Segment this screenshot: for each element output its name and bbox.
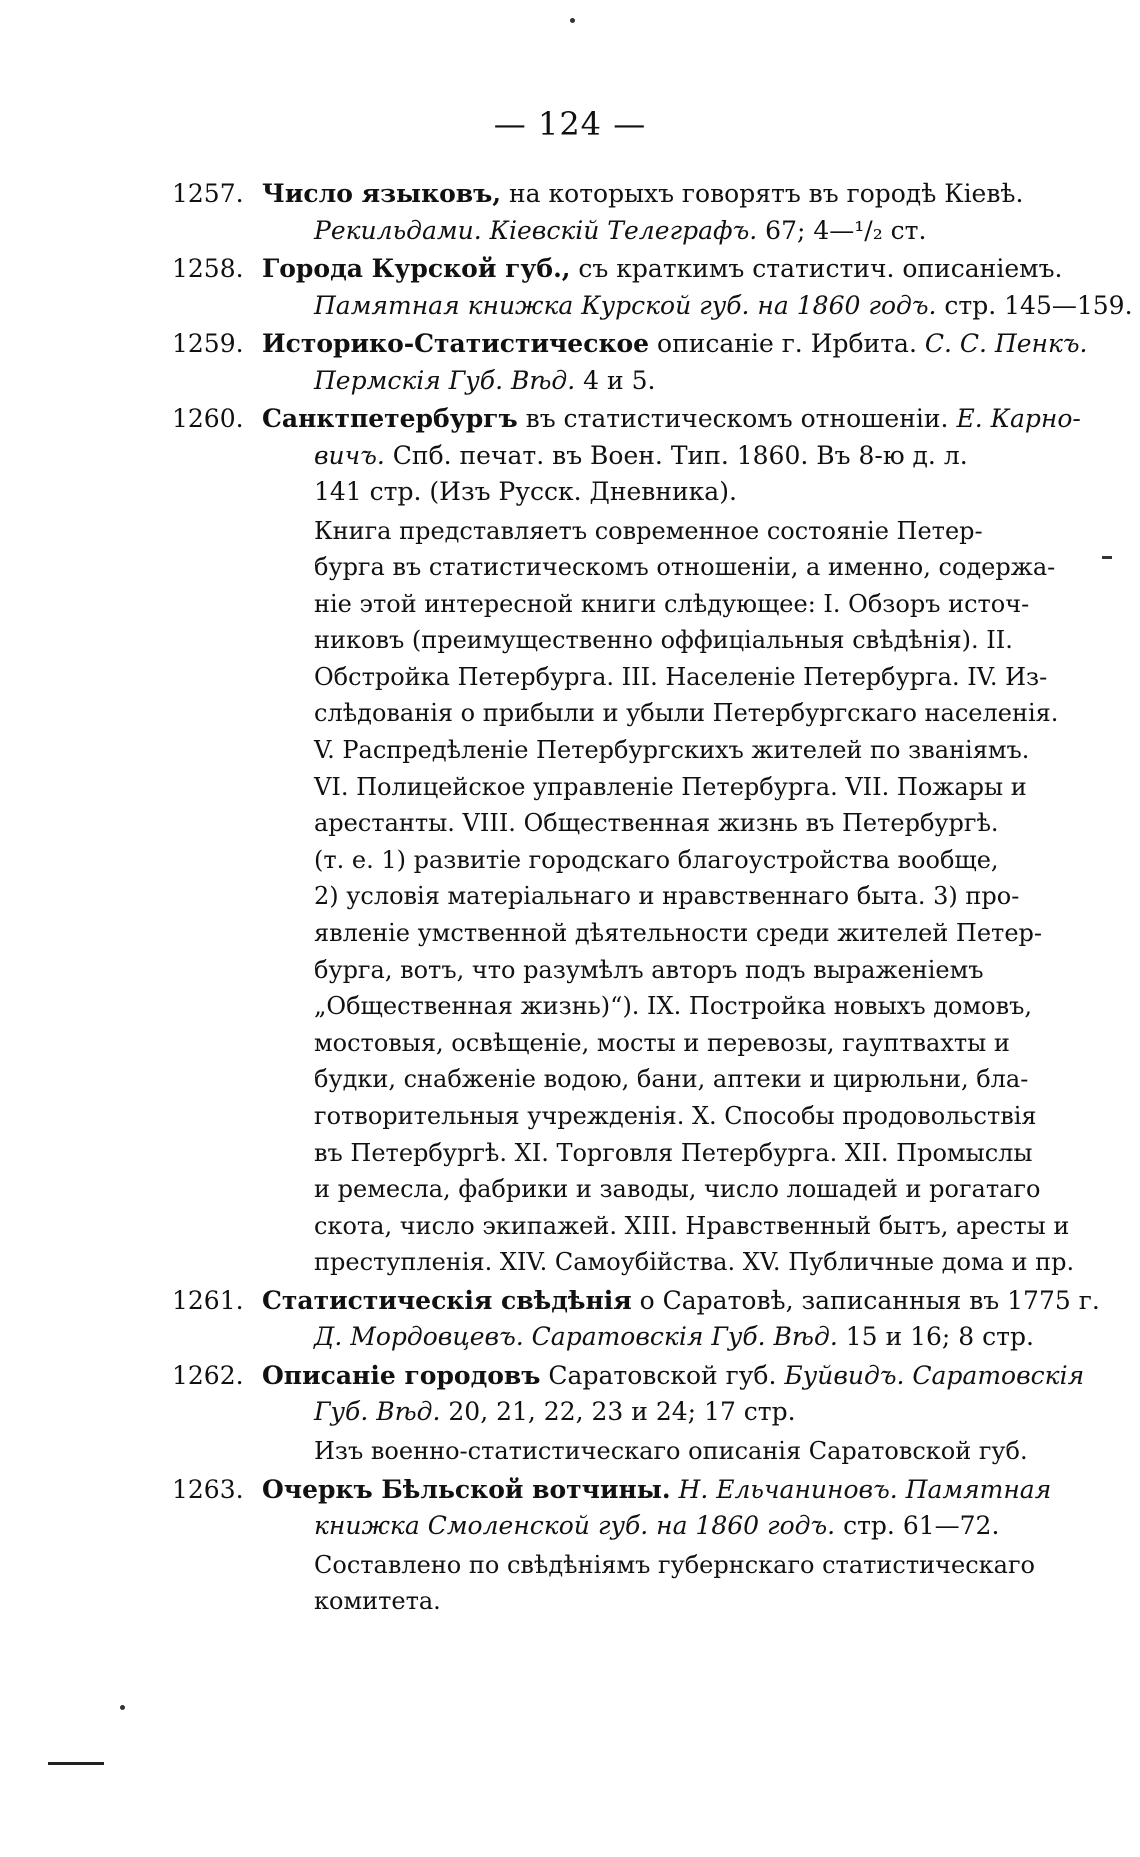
- entry-author: Е. Карно-: [948, 404, 1081, 433]
- note-line: 2) условія матеріальнаго и нравственнаго быта. 3) про-: [314, 882, 1020, 911]
- entry-text: Спб. печат. въ Воен. Тип. 1860. Въ 8-ю д. л.: [384, 440, 968, 470]
- entry-line: [262, 401, 1081, 438]
- entry-source: книжка Смоленской губ. на 1860 годъ.: [314, 1511, 836, 1541]
- entry-text: на которыхъ говорятъ въ городѣ Кіевѣ.: [501, 179, 1024, 208]
- note-line: Изъ военно-статистическаго описанія Саратовской губ.: [314, 1436, 1028, 1465]
- entry-number: 1258.: [172, 254, 244, 283]
- speck-mark: [1102, 556, 1112, 559]
- note-line: комитета.: [314, 1587, 441, 1616]
- entry-source: Рекильдами. Кіевскій Телеграфъ.: [314, 215, 758, 245]
- entry-text: стр. 61—72.: [835, 1511, 1000, 1541]
- entry-number: 1261.: [172, 1285, 244, 1315]
- entry-title: Статистическія свѣдѣнія: [262, 1285, 632, 1315]
- entry-text: съ краткимъ статистич. описаніемъ.: [570, 254, 1063, 283]
- page-number: — 124 —: [493, 105, 647, 143]
- note-line: (т. е. 1) развитіе городскаго благоустройства вообще,: [314, 845, 999, 874]
- note-line: скота, число экипажей. XIII. Нравственный бытъ, аресты и: [314, 1211, 1070, 1240]
- entry-line: [262, 1283, 1100, 1320]
- bibliography-entry: [172, 1283, 1100, 1356]
- entry-note: [262, 513, 1075, 1281]
- bibliography-entry: [172, 1358, 1085, 1470]
- entry-line: [262, 288, 1133, 325]
- note-line: никовъ (преимущественно оффиціальныя свѣдѣнія). II.: [314, 626, 1013, 655]
- note-line: бурга въ статистическомъ отношеніи, а именно, содержа-: [314, 553, 1056, 582]
- entry-source: Д. Мордовцевъ. Саратовскія Губ. Вѣд.: [314, 1322, 838, 1352]
- note-line: преступленія. XIV. Самоубійства. XV. Публичные дома и пр.: [314, 1248, 1075, 1277]
- note-line: Обстройка Петербурга. III. Населеніе Петербурга. IV. Из-: [314, 662, 1048, 691]
- note-line: въ Петербургѣ. XI. Торговля Петербурга. XII. Промыслы: [314, 1138, 1033, 1167]
- bibliography-entry: [172, 401, 1081, 1281]
- entry-line: [262, 1472, 1072, 1509]
- entry-title: Описаніе городовъ: [262, 1360, 541, 1390]
- entry-line: [262, 1358, 1085, 1395]
- note-line: слѣдованія о прибыли и убыли Петербургскаго населенія.: [314, 699, 1059, 728]
- entry-text: 67; 4—¹/₂ ст.: [757, 215, 927, 245]
- note-line: мостовыя, освѣщеніе, мосты и перевозы, гауптвахты и: [314, 1028, 1010, 1057]
- entry-title: Очеркъ Бѣльской вотчины.: [262, 1474, 671, 1504]
- entry-title: Историко-Статистическое: [262, 329, 650, 358]
- note-line: Книга представляетъ современное состояніе Петер-: [314, 516, 983, 545]
- entry-text: 20, 21, 22, 23 и 24; 17 стр.: [440, 1397, 796, 1427]
- entry-number: 1262.: [172, 1360, 244, 1390]
- entry-source: Губ. Вѣд.: [314, 1397, 441, 1427]
- margin-dash: [48, 1762, 104, 1765]
- entry-note: [262, 1547, 1072, 1620]
- entry-number: 1263.: [172, 1474, 244, 1504]
- note-line: V. Распредѣленіе Петербургскихъ жителей по званіямъ.: [314, 736, 1030, 765]
- entry-line: [262, 474, 1072, 511]
- entry-line: [262, 438, 1072, 475]
- entry-source: Пермскія Губ. Вѣд.: [314, 365, 576, 395]
- bibliography-entry: [172, 326, 1088, 399]
- note-line: будки, снабженіе водою, бани, аптеки и цирюльни, бла-: [314, 1065, 1029, 1094]
- entry-number: 1260.: [172, 404, 244, 433]
- entry-text: о Саратовѣ, записанныя въ 1775 г.: [631, 1285, 1100, 1315]
- note-line: бурга, вотъ, что разумѣлъ авторъ подъ выраженіемъ: [314, 955, 984, 984]
- entry-author: Н. Ельчаниновъ. Памятная: [670, 1474, 1052, 1504]
- bibliography-entry: [172, 1472, 1072, 1620]
- entry-line: [262, 326, 1088, 363]
- entry-number: 1257.: [172, 179, 244, 208]
- entry-line: [262, 1508, 1072, 1545]
- entry-line: [262, 363, 1072, 400]
- entry-line: [262, 1319, 1072, 1356]
- bibliography-entry: [172, 251, 1133, 324]
- entry-text: описаніе г. Ирбита.: [649, 329, 917, 358]
- entry-author: С. С. Пенкъ.: [916, 329, 1088, 358]
- bibliography-entry: [172, 176, 1072, 249]
- note-line: ніе этой интересной книги слѣдующее: I. Обзоръ источ-: [314, 589, 1030, 618]
- entry-note: [262, 1433, 1072, 1470]
- entry-text: 141 стр. (Изъ Русск. Дневника).: [314, 477, 737, 506]
- speck-mark: [570, 18, 575, 23]
- entry-author: Буйвидъ. Саратовскія: [776, 1360, 1085, 1390]
- entry-text: 15 и 16; 8 стр.: [837, 1322, 1034, 1352]
- note-line: и ремесла, фабрики и заводы, число лошадей и рогатаго: [314, 1175, 1041, 1204]
- note-line: Составлено по свѣдѣніямъ губернскаго статистическаго: [314, 1550, 1035, 1579]
- entry-line: [262, 213, 1072, 250]
- entry-title: Города Курской губ.,: [262, 254, 571, 283]
- note-line: арестанты. VIII. Общественная жизнь въ Петербургѣ.: [314, 809, 999, 838]
- entry-source: вичъ.: [314, 440, 385, 470]
- entry-title: Число языковъ,: [262, 179, 502, 208]
- note-line: явленіе умственной дѣятельности среди жителей Петер-: [314, 919, 1042, 948]
- entry-line: [262, 1394, 1072, 1431]
- entry-text: 4 и 5.: [575, 365, 656, 395]
- note-line: VI. Полицейское управленіе Петербурга. VII. Пожары и: [314, 772, 1027, 801]
- entry-number: 1259.: [172, 329, 244, 358]
- entries-list: [172, 176, 1133, 1622]
- entry-title: Санктпетербургъ: [262, 404, 518, 433]
- entry-text: въ статистическомъ отношеніи.: [517, 404, 949, 433]
- entry-text: стр. 145—159.: [936, 290, 1133, 320]
- entry-source: Памятная книжка Курской губ. на 1860 годъ.: [314, 290, 937, 320]
- entry-line: [262, 176, 1072, 213]
- note-line: готворительныя учрежденія. X. Способы продовольствія: [314, 1102, 1037, 1130]
- entry-line: [262, 251, 1072, 288]
- entry-text: Саратовской губ.: [540, 1360, 777, 1390]
- speck-mark: [120, 1705, 125, 1710]
- note-line: „Общественная жизнь)“). IX. Постройка новыхъ домовъ,: [314, 992, 1032, 1021]
